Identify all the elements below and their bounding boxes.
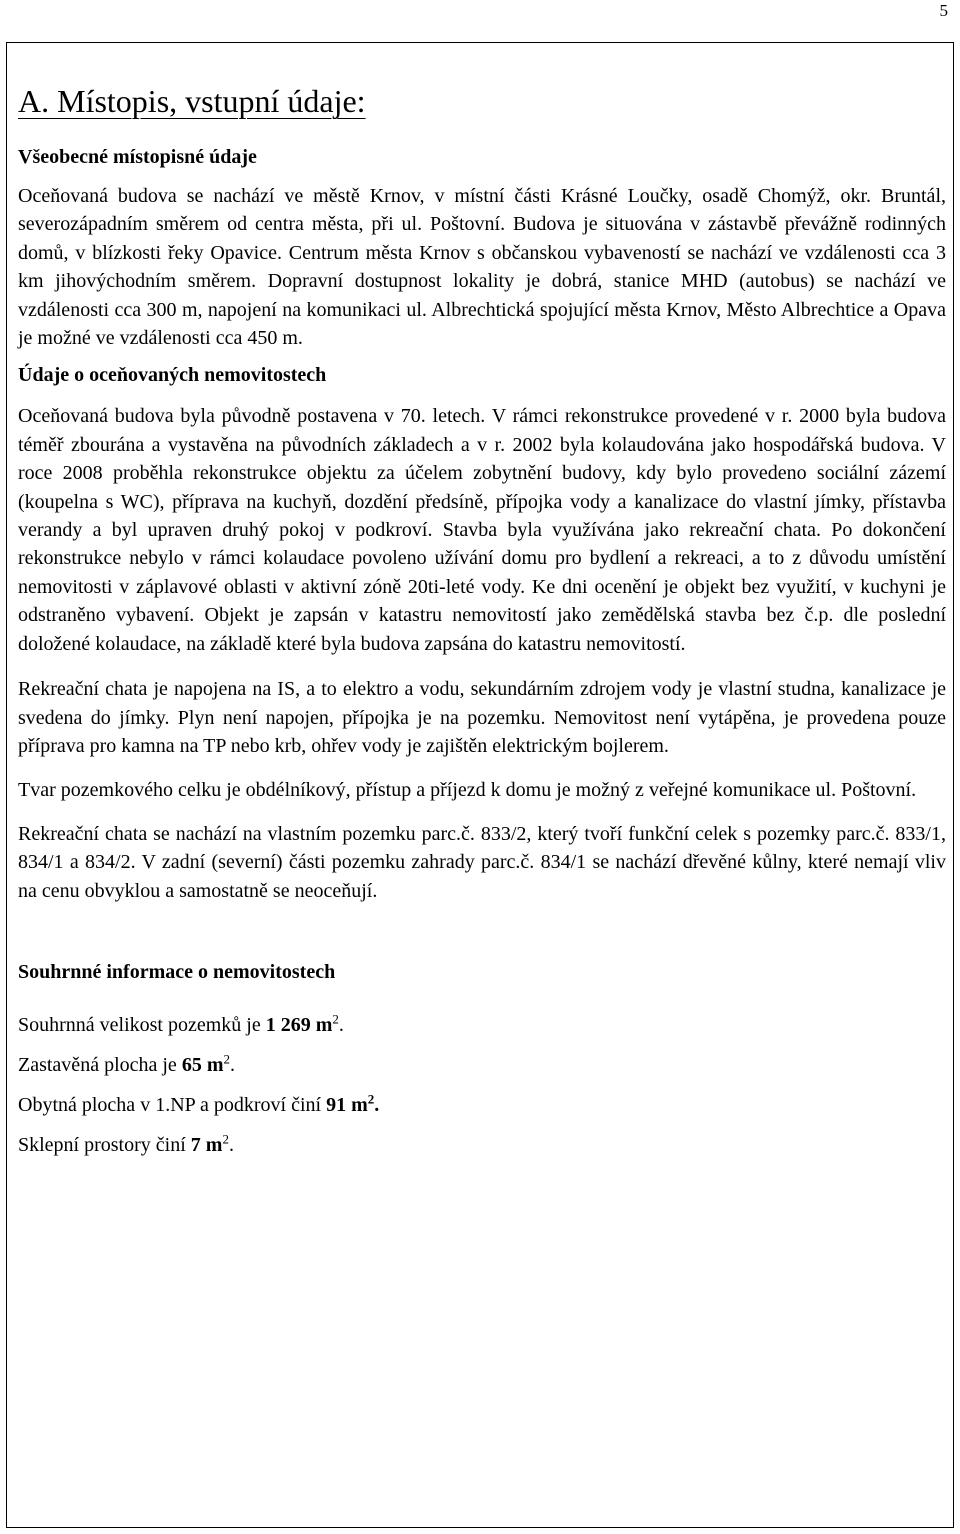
page-number: 5 — [939, 1, 948, 20]
summary-value: 7 m — [190, 1133, 223, 1156]
section-heading-general: Všeobecné místopisné údaje — [18, 146, 257, 168]
main-title: A. Místopis, vstupní údaje: — [18, 83, 366, 119]
paragraph-utilities: Rekreační chata je napojena na IS, a to elektro a vodu, sekundárním zdrojem vody je vlastní studna, kanalizace je svedena do jímky. Plyn není napojen, přípojka je na pozemku. Nemovitost není vytápěna, je provedena pouze příprava pro kamna na TP nebo krb, ohřev vody je zajištěn elektrickým bojlerem. — [18, 678, 946, 757]
paragraph-building-history: Oceňovaná budova byla původně postavena v 70. letech. V rámci rekonstrukce provedené v r. 2000 byla budova téměř zbourána a vystavěna na původních základech a v r. 2002 byla kolaudována jako hospodářská budova. V roce 2008 proběhla rekonstrukce objektu za účelem zobytnění budovy, kdy bylo provedeno sociální zázemí (koupelna s WC), příprava na kuchyň, dozdění předsíně, přípojka vody a kanalizace do vlastní jímky, přístavba verandy a byl upraven druhý pokoj v podkroví. Stavba byla využívána jako rekreační chata. Po dokončení rekonstrukce nebylo v rámci kolaudace povoleno užívání domu pro bydlení a rekreaci, a to z důvodu umístění nemovitosti v záplavové oblasti v aktivní zóně 20ti-leté vody. Ke dni ocenění je objekt bez využití, v kuchyni je odstraněno vybavení. Objekt je zapsán v katastru nemovitostí jako zemědělská stavba bez č.p. dle poslední doložené kolaudace, na základě které byla budova zapsána do katastru nemovitostí. — [18, 405, 946, 655]
summary-exponent: 2 — [222, 1131, 229, 1147]
summary-suffix: . — [228, 1133, 234, 1156]
paragraph-land-shape: Tvar pozemkového celku je obdélníkový, přístup a příjezd k domu je možný z veřejné komunikace ul. Poštovní. — [18, 779, 917, 802]
summary-suffix: . — [229, 1053, 235, 1076]
summary-label: Obytná plocha v 1.NP a podkroví činí — [18, 1093, 327, 1116]
paragraph-location: Oceňovaná budova se nachází ve městě Krnov, v místní části Krásné Loučky, osadě Chomýž, okr. Bruntál, severozápadním směrem od centra města, při ul. Poštovní. Budova je situována v zástavbě převážně rodinných domů, v blízkosti řeky Opavice. Centrum města Krnov s občanskou vybaveností se nachází ve vzdálenosti cca 3 km jihovýchodním směrem. Dopravní dostupnost lokality je dobrá, stanice MHD (autobus) se nachází ve vzdálenosti cca 300 m, napojení na komunikaci ul. Albrechtická spojující města Krnov, Město Albrechtice a Opava je možné ve vzdálenosti cca 450 m. — [18, 185, 946, 350]
summary-living-area — [18, 1091, 946, 1119]
paragraph-parcels: Rekreační chata se nachází na vlastním pozemku parc.č. 833/2, který tvoří funkční celek s pozemky parc.č. 833/1, 834/1 a 834/2. V zadní (severní) části pozemku zahrady parc.č. 834/1 se nachází dřevěné kůlny, které nemají vliv na cenu obvyklou a samostatně se neoceňují. — [18, 822, 946, 902]
summary-label: Zastavěná plocha je — [18, 1053, 182, 1076]
summary-label: Sklepní prostory činí — [18, 1133, 191, 1156]
section-heading-summary: Souhrnné informace o nemovitostech — [18, 960, 336, 983]
summary-value: 91 m — [326, 1093, 368, 1116]
summary-label: Souhrnná velikost pozemků je — [18, 1013, 266, 1036]
summary-exponent: 2 — [223, 1051, 230, 1067]
summary-exponent: 2 — [367, 1091, 375, 1107]
summary-suffix: . — [374, 1093, 380, 1116]
document-content — [18, 78, 946, 1159]
summary-suffix: . — [338, 1013, 344, 1036]
summary-value: 1 269 m — [265, 1013, 333, 1036]
summary-built-area — [18, 1051, 946, 1079]
summary-cellar-area — [18, 1131, 946, 1159]
section-heading-properties: Údaje o oceňovaných nemovitostech — [18, 364, 327, 387]
summary-value: 65 m — [181, 1053, 224, 1076]
summary-exponent: 2 — [332, 1011, 339, 1027]
summary-land-area — [18, 1011, 946, 1039]
